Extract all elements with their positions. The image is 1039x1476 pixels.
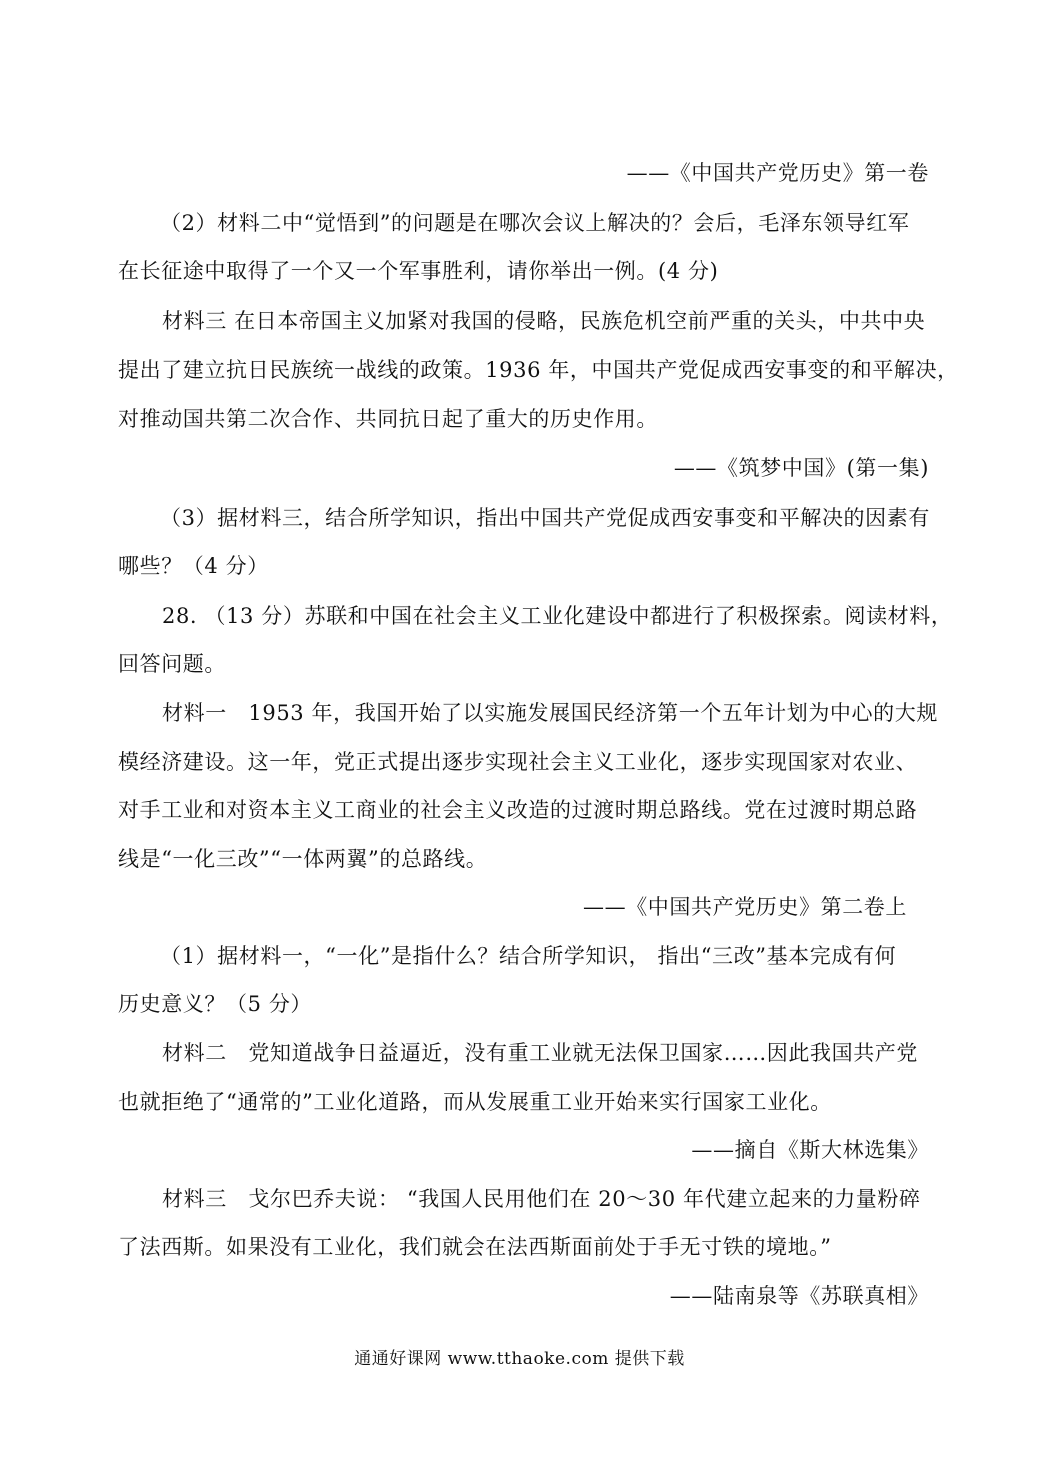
material-text: 也就拒绝了“通常的”工业化道路，而从发展重工业开始来实行国家工业化。 — [118, 1090, 832, 1114]
material-text: 对手工业和对资本主义工商业的社会主义改造的过渡时期总路线。党在过渡时期总路 — [118, 798, 918, 822]
question-text: 历史意义？（5 分） — [118, 992, 313, 1016]
material-text: 材料二 党知道战争日益逼近，没有重工业就无法保卫国家……因此我国共产党 — [162, 1041, 918, 1065]
source-citation: ——《筑梦中国》(第一集) — [673, 456, 929, 480]
material-text: 材料三 在日本帝国主义加紧对我国的侵略，民族危机空前严重的关头，中共中央 — [162, 309, 926, 333]
material-text: 对推动国共第二次合作、共同抗日起了重大的历史作用。 — [118, 407, 658, 431]
question-text: 回答问题。 — [118, 652, 226, 676]
question-text: （2）材料二中“觉悟到”的问题是在哪次会议上解决的？会后，毛泽东领导红军 — [160, 211, 910, 235]
material-text: 模经济建设。这一年，党正式提出逐步实现社会主义工业化，逐步实现国家对农业、 — [118, 750, 918, 774]
question-text: 在长征途中取得了一个又一个军事胜利，请你举出一例。(4 分) — [118, 259, 719, 283]
material-text: 材料三 戈尔巴乔夫说： “我国人民用他们在 20～30 年代建立起来的力量粉碎 — [162, 1187, 921, 1211]
question-text: 28. （13 分）苏联和中国在社会主义工业化建设中都进行了积极探索。阅读材料， — [162, 604, 953, 628]
source-citation: ——《中国共产党历史》第一卷 — [626, 161, 929, 185]
source-citation: ——《中国共产党历史》第二卷上 — [583, 895, 907, 919]
source-citation: ——摘自《斯大林选集》 — [691, 1138, 929, 1162]
material-text: 提出了建立抗日民族统一战线的政策。1936 年，中国共产党促成西安事变的和平解决， — [118, 358, 959, 382]
material-text: 了法西斯。如果没有工业化，我们就会在法西斯面前处于手无寸铁的境地。” — [118, 1235, 832, 1259]
material-text: 材料一 1953 年，我国开始了以实施发展国民经济第一个五年计划为中心的大规 — [162, 701, 938, 725]
question-text: （1）据材料一，“一化”是指什么？结合所学知识， 指出“三改”基本完成有何 — [160, 944, 897, 968]
material-text: 线是“一化三改”“一体两翼”的总路线。 — [118, 847, 488, 871]
source-citation: ——陆南泉等《苏联真相》 — [669, 1284, 929, 1308]
question-text: 哪些？（4 分） — [118, 554, 269, 578]
question-text: （3）据材料三，结合所学知识，指出中国共产党促成西安事变和平解决的因素有 — [160, 506, 930, 530]
page-footer: 通通好课网 www.tthaoke.com 提供下载 — [354, 1349, 685, 1369]
